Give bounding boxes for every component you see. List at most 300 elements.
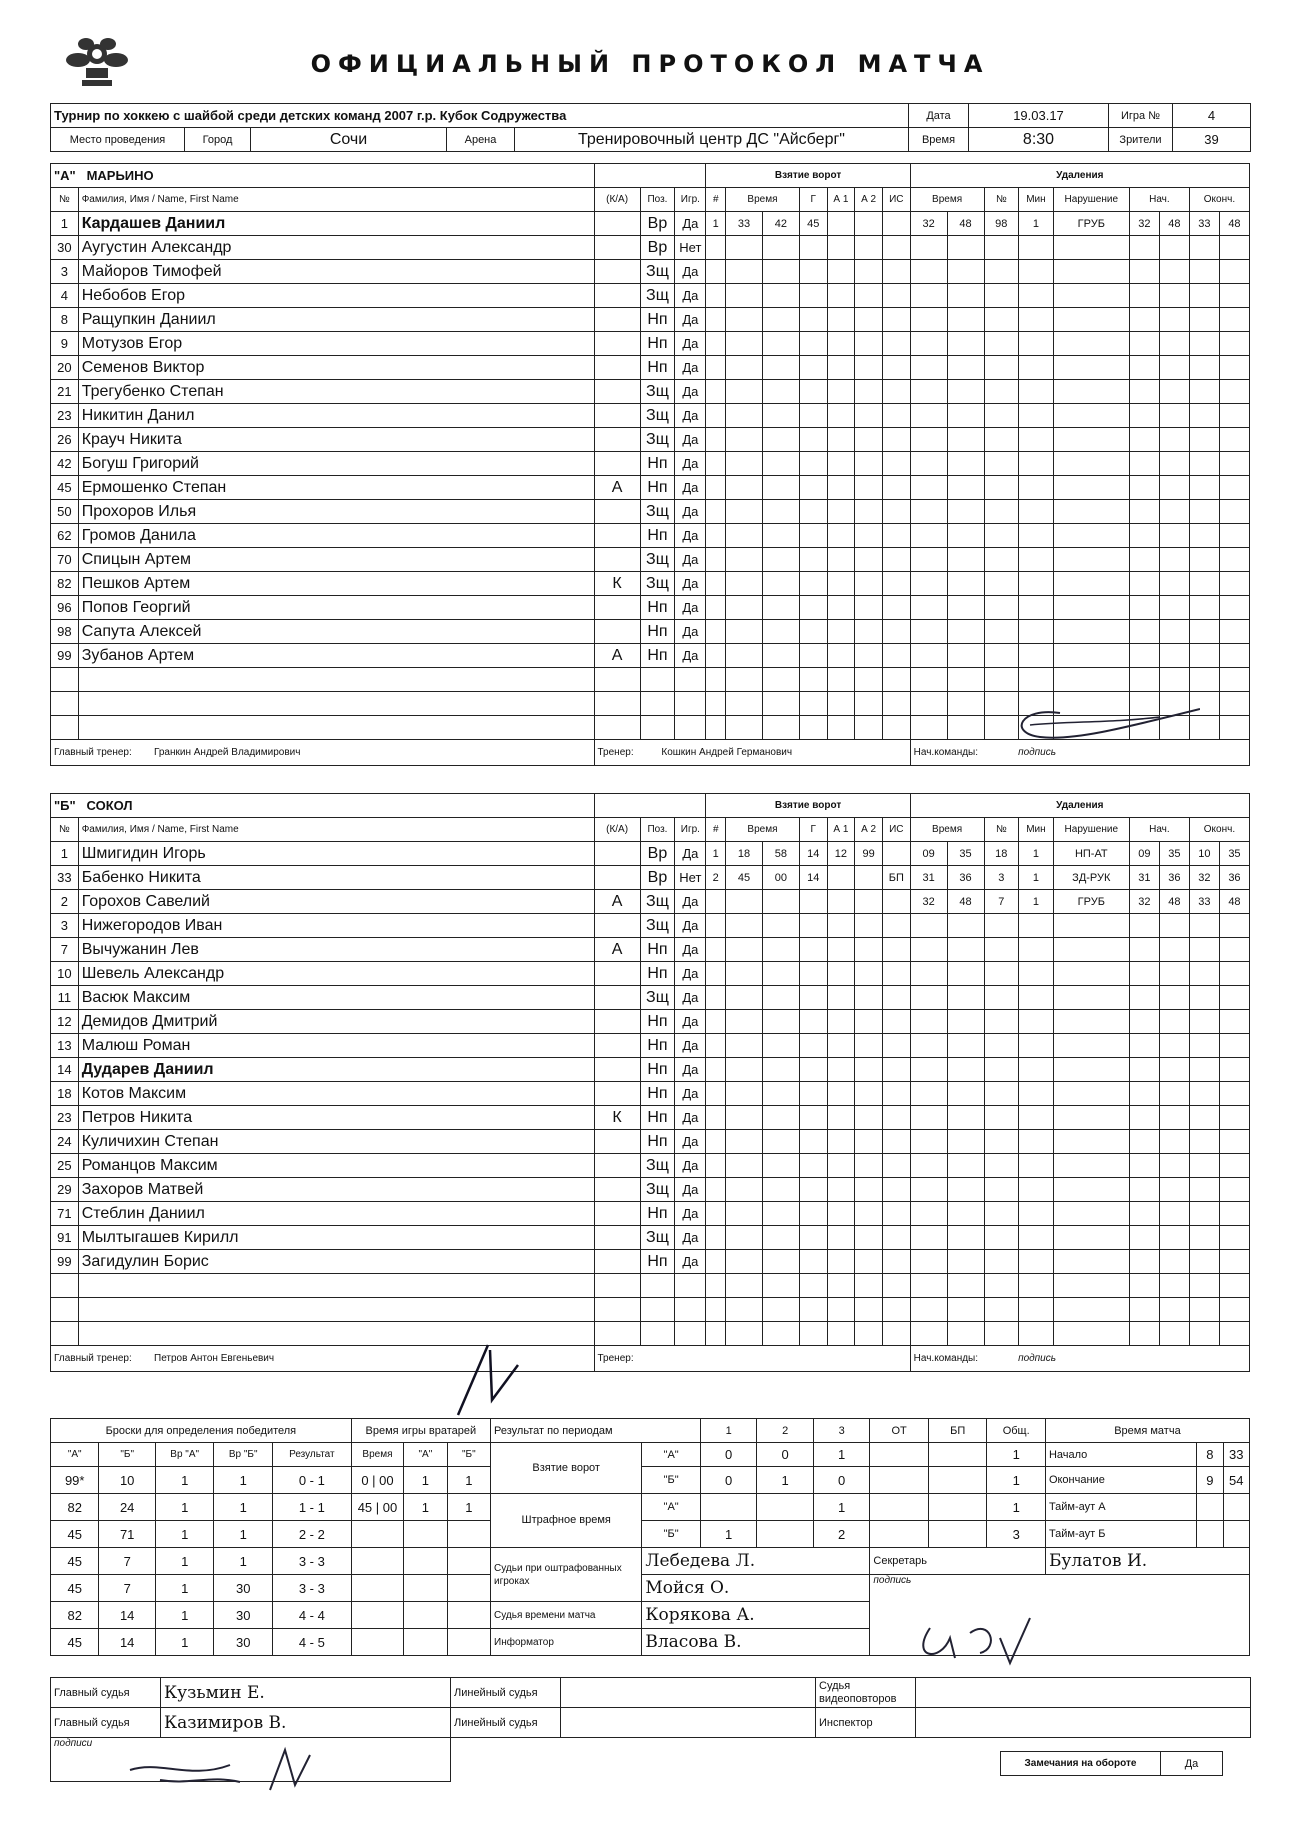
goal-situation (882, 1322, 910, 1346)
goal-minute (726, 596, 763, 620)
column-header: Оконч. (1189, 818, 1249, 842)
penalty-end-min (1189, 1154, 1219, 1178)
penalty-player (984, 380, 1019, 404)
goalie-second: 00 (382, 1499, 398, 1515)
line-ref-2 (561, 1708, 816, 1738)
penalty-end-min (1189, 404, 1219, 428)
goal-minute (726, 260, 763, 284)
penalty-violation (1053, 914, 1129, 938)
player-position: Нп (640, 1034, 675, 1058)
player-plays: Да (675, 644, 706, 668)
goal-assist-1 (827, 404, 855, 428)
player-position: Нп (640, 452, 675, 476)
player-plays: Да (675, 356, 706, 380)
penalty-end-min: 32 (1189, 866, 1219, 890)
player-plays: Да (675, 404, 706, 428)
player-name: Зубанов Артем (78, 644, 594, 668)
remarks-box (1000, 1751, 1223, 1776)
player-position: Нп (640, 596, 675, 620)
goal-number (706, 1082, 726, 1106)
penalty-minutes (1019, 356, 1054, 380)
penalty-player (984, 428, 1019, 452)
goalie-a (404, 1602, 447, 1629)
head-coach-label: Главный тренер: (54, 747, 132, 758)
penalty-judges-label: Судьи при оштрафованных игроках (491, 1548, 642, 1602)
goal-assist-1 (827, 962, 855, 986)
goal-minute (726, 524, 763, 548)
shootout-value: 71 (99, 1521, 156, 1548)
penalty-end-sec: 35 (1219, 842, 1249, 866)
goals-label: Взятие ворот (491, 1443, 642, 1494)
informer: Власова В. (642, 1629, 870, 1656)
period-value (928, 1467, 987, 1494)
goal-scorer (799, 356, 827, 380)
penalty-end-min (1189, 1250, 1219, 1274)
player-role: А (594, 476, 640, 500)
line-ref-1 (561, 1678, 816, 1708)
player-role (594, 620, 640, 644)
shootout-value: 82 (51, 1602, 99, 1629)
penalty-player (984, 620, 1019, 644)
player-number (51, 1298, 79, 1322)
penalty-second (947, 308, 984, 332)
player-position: Нп (640, 1130, 675, 1154)
penalty-violation (1053, 500, 1129, 524)
penalty-start-min (1129, 1250, 1159, 1274)
goal-scorer: 14 (799, 866, 827, 890)
head-coach: Гранкин Андрей Владимирович (154, 747, 301, 758)
player-position: Нп (640, 1058, 675, 1082)
goal-second (762, 1250, 799, 1274)
penalty-start-min (1129, 1058, 1159, 1082)
player-number (51, 668, 79, 692)
penalty-end-sec (1219, 572, 1249, 596)
penalty-violation (1053, 452, 1129, 476)
period-team: "Б" (642, 1467, 701, 1494)
player-name: Мылтыгашев Кирилл (78, 1226, 594, 1250)
period-value: 1 (813, 1494, 870, 1521)
player-number: 1 (51, 212, 79, 236)
goalie-time-value (351, 1521, 403, 1548)
penalty-end-min (1189, 380, 1219, 404)
shootout-value: 14 (99, 1602, 156, 1629)
penalty-violation (1053, 236, 1129, 260)
player-row (51, 1082, 1250, 1106)
penalty-player (984, 236, 1019, 260)
match-time-min (1197, 1521, 1223, 1548)
goal-number (706, 260, 726, 284)
penalty-minutes (1019, 236, 1054, 260)
column-header: Мин (1019, 818, 1054, 842)
shootout-value: 0 - 1 (272, 1467, 351, 1494)
penalty-second (947, 1010, 984, 1034)
goal-assist-2 (855, 404, 883, 428)
penalty-player: 3 (984, 866, 1019, 890)
player-role (594, 1202, 640, 1226)
penalty-minute (910, 1034, 947, 1058)
penalty-player (984, 452, 1019, 476)
penalty-start-sec: 48 (1159, 890, 1189, 914)
player-number: 23 (51, 1106, 79, 1130)
penalty-minute (910, 1298, 947, 1322)
penalty-start-sec (1159, 404, 1189, 428)
penalty-violation (1053, 1130, 1129, 1154)
goal-scorer (799, 914, 827, 938)
column-header: Время (726, 818, 800, 842)
goal-number (706, 356, 726, 380)
penalty-second (947, 620, 984, 644)
player-name: Нижегородов Иван (78, 914, 594, 938)
player-number (51, 1322, 79, 1346)
penalty-start-min (1129, 1202, 1159, 1226)
head-coach-label: Главный тренер: (54, 1353, 132, 1364)
goal-number (706, 500, 726, 524)
goal-second (762, 500, 799, 524)
penalty-end-min (1189, 1010, 1219, 1034)
player-plays: Да (675, 1058, 706, 1082)
goal-assist-1 (827, 1010, 855, 1034)
goal-assist-2 (855, 1322, 883, 1346)
penalty-minute: 31 (910, 866, 947, 890)
goal-minute: 18 (726, 842, 763, 866)
player-number: 8 (51, 308, 79, 332)
player-role (594, 1058, 640, 1082)
goal-second (762, 524, 799, 548)
goal-assist-2 (855, 1058, 883, 1082)
goal-situation (882, 914, 910, 938)
player-number: 99 (51, 1250, 79, 1274)
shootout-value: 1 (155, 1575, 214, 1602)
penalty-minute (910, 644, 947, 668)
goal-situation (882, 572, 910, 596)
player-name: Ращупкин Даниил (78, 308, 594, 332)
goal-assist-1 (827, 1226, 855, 1250)
column-header: Время (910, 188, 984, 212)
penalty-start-min (1129, 356, 1159, 380)
player-row (51, 284, 1250, 308)
player-name (78, 668, 594, 692)
penalty-minute (910, 356, 947, 380)
column-header: ИС (882, 188, 910, 212)
goal-assist-2 (855, 986, 883, 1010)
period-value (757, 1494, 814, 1521)
goal-situation (882, 692, 910, 716)
player-position: Вр (640, 236, 675, 260)
penalty-minute (910, 1322, 947, 1346)
player-name: Загидулин Борис (78, 1250, 594, 1274)
player-row (51, 644, 1250, 668)
goal-minute (726, 1058, 763, 1082)
penalty-end-sec (1219, 260, 1249, 284)
penalty-start-sec (1159, 1154, 1189, 1178)
player-name (78, 716, 594, 740)
penalty-minutes (1019, 1082, 1054, 1106)
penalty-player (984, 524, 1019, 548)
penalty-end-sec (1219, 380, 1249, 404)
goal-number (706, 644, 726, 668)
penalty-start-sec (1159, 236, 1189, 260)
penalty-end-sec (1219, 1178, 1249, 1202)
secretary-name: Булатов И. (1045, 1548, 1249, 1575)
penalty-end-min (1189, 1106, 1219, 1130)
player-name: Спицын Артем (78, 548, 594, 572)
player-role (594, 1010, 640, 1034)
penalty-start-sec (1159, 986, 1189, 1010)
penalty-minutes (1019, 308, 1054, 332)
period-value: 1 (700, 1521, 757, 1548)
player-name: Горохов Савелий (78, 890, 594, 914)
penalty-start-sec (1159, 260, 1189, 284)
penalty-end-min (1189, 938, 1219, 962)
column-header: № (984, 818, 1019, 842)
goal-scorer (799, 1322, 827, 1346)
goal-scorer (799, 1298, 827, 1322)
goal-second (762, 890, 799, 914)
column-header: Г (799, 818, 827, 842)
goalie-a (404, 1548, 447, 1575)
player-row (51, 1298, 1250, 1322)
goal-situation (882, 428, 910, 452)
goal-number: 2 (706, 866, 726, 890)
shootout-value: 24 (99, 1494, 156, 1521)
player-row (51, 866, 1250, 890)
penalty-minute (910, 668, 947, 692)
goal-situation (882, 260, 910, 284)
penalty-second (947, 500, 984, 524)
goal-scorer (799, 1250, 827, 1274)
goal-situation (882, 1058, 910, 1082)
penalty-minutes (1019, 1106, 1054, 1130)
player-role: К (594, 1106, 640, 1130)
player-role: А (594, 890, 640, 914)
team-chief-label: Нач.команды: (913, 747, 979, 758)
player-number (51, 1274, 79, 1298)
goal-assist-2 (855, 308, 883, 332)
player-row (51, 842, 1250, 866)
player-role (594, 1154, 640, 1178)
player-row (51, 500, 1250, 524)
player-plays (675, 1322, 706, 1346)
goal-minute (726, 716, 763, 740)
player-name (78, 692, 594, 716)
period-team: "Б" (642, 1521, 701, 1548)
goal-assist-2 (855, 1250, 883, 1274)
goal-scorer (799, 596, 827, 620)
player-position: Зщ (640, 1226, 675, 1250)
penalty-second (947, 914, 984, 938)
goal-assist-1 (827, 866, 855, 890)
penalty-violation (1053, 1202, 1129, 1226)
team-name-cell (51, 794, 595, 818)
column-header: Поз. (640, 818, 675, 842)
penalty-start-sec (1159, 1106, 1189, 1130)
goal-minute (726, 938, 763, 962)
penalty-violation (1053, 260, 1129, 284)
penalty-end-min (1189, 962, 1219, 986)
penalty-start-min (1129, 962, 1159, 986)
line-ref-label-1: Линейный судья (451, 1678, 561, 1708)
secretary-signature-icon (910, 1608, 1040, 1668)
summary-table (50, 1418, 1250, 1656)
goal-number (706, 1130, 726, 1154)
penalty-player (984, 308, 1019, 332)
goal-minute (726, 668, 763, 692)
player-plays: Да (675, 596, 706, 620)
player-row (51, 428, 1250, 452)
goal-second (762, 548, 799, 572)
player-position: Зщ (640, 914, 675, 938)
penalty-start-min (1129, 1130, 1159, 1154)
penalty-minutes: 1 (1019, 212, 1054, 236)
goal-number (706, 1010, 726, 1034)
player-role (594, 1178, 640, 1202)
goal-minute (726, 500, 763, 524)
goalie-a: 1 (404, 1467, 447, 1494)
venue-row (50, 127, 1251, 152)
penalty-end-min (1189, 1082, 1219, 1106)
player-number: 45 (51, 476, 79, 500)
period-value (870, 1494, 929, 1521)
period-value: 3 (987, 1521, 1046, 1548)
penalty-end-sec (1219, 938, 1249, 962)
period-team: "А" (642, 1494, 701, 1521)
penalty-second (947, 356, 984, 380)
player-position: Зщ (640, 284, 675, 308)
penalty-end-sec (1219, 620, 1249, 644)
penalty-start-min (1129, 1322, 1159, 1346)
column-header: № (984, 188, 1019, 212)
penalty-end-min (1189, 284, 1219, 308)
penalty-player (984, 1082, 1019, 1106)
goal-assist-1: 12 (827, 842, 855, 866)
penalty-start-min (1129, 572, 1159, 596)
player-number (51, 692, 79, 716)
goal-scorer (799, 308, 827, 332)
penalty-start-min: 31 (1129, 866, 1159, 890)
column-header: Фамилия, Имя / Name, First Name (78, 818, 594, 842)
goal-second (762, 356, 799, 380)
time-judge-label: Судья времени матча (491, 1602, 642, 1629)
penalty-end-sec (1219, 1154, 1249, 1178)
player-row (51, 476, 1250, 500)
goal-assist-2 (855, 914, 883, 938)
penalty-start-min (1129, 476, 1159, 500)
penalty-second: 36 (947, 866, 984, 890)
penalty-end-min (1189, 1274, 1219, 1298)
goalie-time-value: 45 | 00 (351, 1494, 403, 1521)
video-ref (916, 1678, 1251, 1708)
penalty-second (947, 668, 984, 692)
goalie-b (447, 1602, 490, 1629)
player-number: 29 (51, 1178, 79, 1202)
goal-second (762, 596, 799, 620)
shootout-value: 3 - 3 (272, 1548, 351, 1575)
player-row (51, 260, 1250, 284)
player-row (51, 308, 1250, 332)
penalty-start-min (1129, 452, 1159, 476)
player-name: Аугустин Александр (78, 236, 594, 260)
player-number: 23 (51, 404, 79, 428)
shootout-value: 30 (214, 1629, 273, 1656)
player-role (594, 356, 640, 380)
goal-assist-2 (855, 938, 883, 962)
penalty-violation (1053, 986, 1129, 1010)
player-row (51, 620, 1250, 644)
goal-number (706, 1250, 726, 1274)
column-header: Нарушение (1053, 188, 1129, 212)
player-plays: Да (675, 620, 706, 644)
goal-assist-1 (827, 1250, 855, 1274)
goal-assist-1 (827, 284, 855, 308)
penalty-minute (910, 1202, 947, 1226)
player-row (51, 890, 1250, 914)
player-role (594, 668, 640, 692)
match-time-sec: 54 (1223, 1467, 1249, 1494)
goal-second (762, 692, 799, 716)
penalty-violation: ГРУБ (1053, 212, 1129, 236)
penalty-minutes (1019, 452, 1054, 476)
goal-assist-2 (855, 596, 883, 620)
player-role: А (594, 938, 640, 962)
penalty-violation (1053, 404, 1129, 428)
player-role (594, 914, 640, 938)
player-role (594, 1298, 640, 1322)
penalty-end-min: 33 (1189, 212, 1219, 236)
goals-section-title: Взятие ворот (706, 794, 910, 818)
goal-number (706, 380, 726, 404)
goal-assist-1 (827, 716, 855, 740)
goal-minute (726, 452, 763, 476)
penalty-second (947, 404, 984, 428)
goal-minute (726, 1322, 763, 1346)
penalty-start-min (1129, 1082, 1159, 1106)
goal-assist-2 (855, 1202, 883, 1226)
penalty-violation (1053, 284, 1129, 308)
goal-minute (726, 962, 763, 986)
goal-minute (726, 404, 763, 428)
goal-situation (882, 1082, 910, 1106)
goal-second (762, 452, 799, 476)
penalty-player (984, 284, 1019, 308)
goal-assist-1 (827, 1202, 855, 1226)
penalty-start-sec (1159, 1322, 1189, 1346)
column-header: Время (910, 818, 984, 842)
player-row (51, 1322, 1250, 1346)
goal-number (706, 1274, 726, 1298)
penalty-end-min (1189, 668, 1219, 692)
period-value: 1 (757, 1467, 814, 1494)
penalty-player (984, 356, 1019, 380)
penalty-start-sec (1159, 308, 1189, 332)
penalty-start-sec (1159, 1130, 1189, 1154)
penalty-start-sec (1159, 620, 1189, 644)
goalie-b: 1 (447, 1467, 490, 1494)
goal-assist-1 (827, 1058, 855, 1082)
period-value: 1 (987, 1467, 1046, 1494)
goal-assist-2 (855, 1178, 883, 1202)
penalty-minutes (1019, 1274, 1054, 1298)
penalty-start-min (1129, 596, 1159, 620)
player-role (594, 332, 640, 356)
goal-assist-2 (855, 1010, 883, 1034)
player-plays: Да (675, 890, 706, 914)
penalty-minute (910, 1226, 947, 1250)
goal-number (706, 404, 726, 428)
player-plays: Да (675, 1130, 706, 1154)
goal-situation (882, 476, 910, 500)
player-position: Нп (640, 644, 675, 668)
penalty-player (984, 1202, 1019, 1226)
